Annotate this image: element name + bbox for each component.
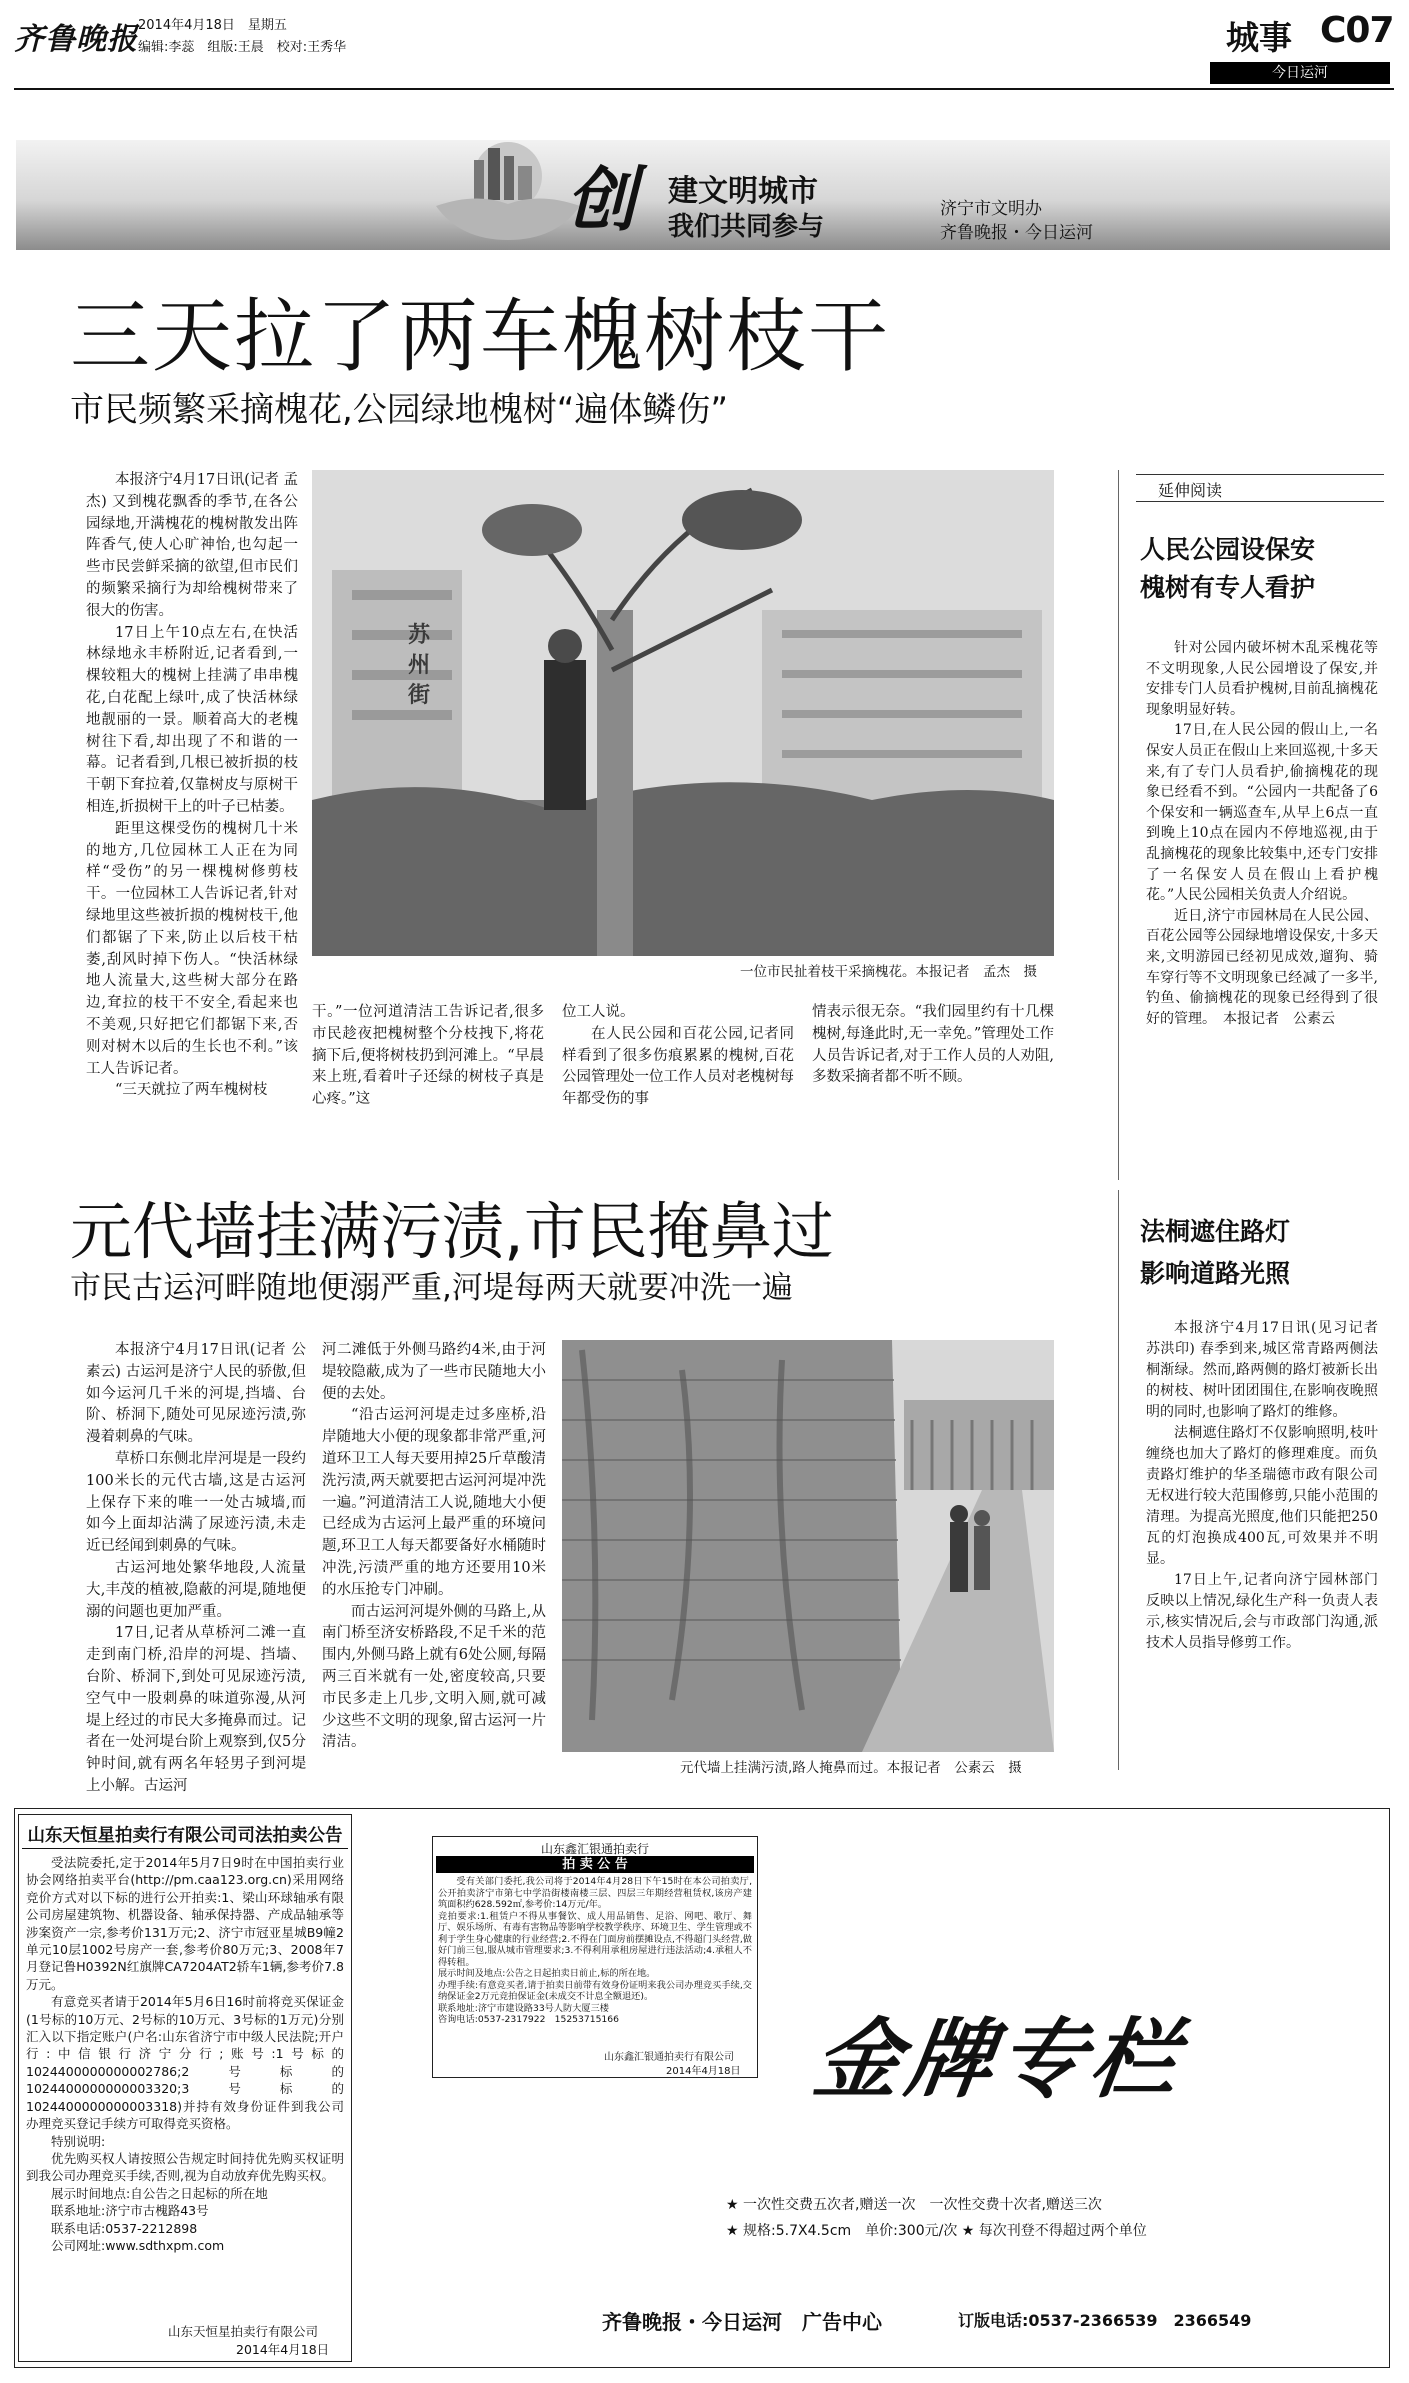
article2-paragraph: 17日,记者从草桥河二滩一直走到南门桥,沿岸的河堤、挡墙、台阶、桥洞下,到处可见尿迹污渍,空气中一股刺鼻的味道弥漫,从河堤上经过的市民大多掩鼻而过。记者在一处河堤台阶上观察到,仅5分钟时间,就有两名年轻男子到河堤上小解。古运河 bbox=[86, 1625, 306, 1794]
ad3-promo-2: ★ 规格:5.7X4.5cm 单价:300元/次 ★ 每次刊登不得超过两个单位 bbox=[726, 2223, 1147, 2239]
article1-column-4 bbox=[812, 1002, 1054, 1089]
ad3-promo-1: ★ 一次性交费五次者,赠送一次 一次性交费十次者,赠送三次 bbox=[726, 2197, 1102, 2213]
banner-org1: 济宁市文明办 bbox=[940, 199, 1042, 219]
edition-label: 今日运河 bbox=[1272, 65, 1328, 81]
ad2-signoff-2: 2014年4月18日 bbox=[666, 2066, 741, 2077]
sidebar1-body bbox=[1146, 638, 1378, 1029]
section-label: 城事 bbox=[1226, 18, 1292, 57]
article2-paragraph: “沿古运河河堤走过多座桥,沿岸随地大小便的现象都非常严重,河道环卫工人每天要用掉25斤草酸清洗污渍,两天就要把古运河河堤冲洗一遍。”河道清洁工人说,随地大小便已经成为古运河上最严重的环境问题,环卫工人每天都要备好水桶随时冲洗,污渍严重的地方还要用10米的水压抢专门冲刷。 bbox=[322, 1407, 546, 1598]
article1-paragraph: 本报济宁4月17日讯(记者 孟杰) 又到槐花飘香的季节,在各公园绿地,开满槐花的槐树散发出阵阵香气,使人心旷神怡,也勾起一些市民尝鲜采摘的欲望,但市民们的频繁采摘行为却给槐树带来了很大的伤害。 bbox=[86, 472, 298, 619]
article1-column-3 bbox=[562, 1002, 794, 1111]
ad1-paragraph: 展示时间地点:自公告之日起标的所在地 bbox=[51, 2185, 268, 2201]
staff-line: 编辑:李蕊 组版:王晨 校对:王秀华 bbox=[138, 40, 347, 55]
ad1-paragraph: 优先购买权人请按照公告规定时间持优先购买权证明到我公司办理竞买手续,否则,视为自动放弃优先购买权。 bbox=[26, 2150, 344, 2184]
ad1-paragraph: 有意竞买者请于2014年5月6日16时前将竞买保证金(1号标的10万元、2号标的10万元、3号标的1万元)分别汇入以下指定账户(户名:山东省济宁市中级人民法院;开户行:中信银行济宁分行;账号:1号标的1024400000000002786;2号标的1024400000000003320;3号标的1024400000000003318)并持有效身份证件到我公司办理竞买登记手续方可取得竞买资格。 bbox=[26, 1994, 344, 2132]
article1-paragraph: 情表示很无奈。“我们园里约有十几棵槐树,每逢此时,无一幸免。”管理处工作人员告诉记者,对于工作人员的人劝阻,多数采摘者都不听不顾。 bbox=[812, 1004, 1054, 1086]
sidebar2-headline-1: 法桐遮住路灯 bbox=[1140, 1217, 1291, 1246]
article1-column-1 bbox=[86, 470, 298, 1102]
article2-photo-caption: 元代墙上挂满污渍,路人掩鼻而过。本报记者 公素云 摄 bbox=[680, 1760, 1022, 1776]
ad1-body bbox=[26, 1854, 344, 2254]
article2-paragraph: 草桥口东侧北岸河堤是一段约100米长的元代古墙,这是古运河上保存下来的唯一一处古城墙,而如今上面却沾满了尿迹污渍,未走近已经闻到刺鼻的气味。 bbox=[86, 1450, 306, 1555]
ad1-paragraph: 公司网址:www.sdthxpm.com bbox=[51, 2237, 225, 2253]
article1-headline: 三天拉了两车槐树枝干 bbox=[70, 290, 890, 383]
ad1-paragraph: 联系电话:0537-2212898 bbox=[51, 2220, 198, 2236]
ad1-title: 山东天恒星拍卖行有限公司司法拍卖公告 bbox=[27, 1826, 343, 1846]
civility-banner bbox=[16, 140, 1390, 250]
article1-paragraph: “三天就拉了两车槐树枝 bbox=[115, 1082, 268, 1099]
article2-subhead: 市民古运河畔随地便溺严重,河堤每两天就要冲洗一遍 bbox=[70, 1270, 793, 1306]
ad1-paragraph: 特别说明: bbox=[51, 2133, 106, 2149]
article1-paragraph: 在人民公园和百花公园,记者同样看到了很多伤痕累累的槐树,百花公园管理处一位工作人员对老槐树每年都受伤的事 bbox=[562, 1025, 794, 1108]
sidebar2-paragraph: 本报济宁4月17日讯(见习记者 苏洪印) 春季到来,城区常青路两侧法桐渐绿。然而,路两侧的路灯被新长出的树枝、树叶团团围住,在影响夜晚照明的同时,也影响了路灯的维修。 bbox=[1146, 1320, 1392, 1420]
page-number: C07 bbox=[1320, 10, 1394, 51]
article1-paragraph: 位工人说。 bbox=[562, 1004, 635, 1020]
sidebar1-divider bbox=[1118, 470, 1119, 1180]
ad2-signoff-1: 山东鑫汇银通拍卖行有限公司 bbox=[604, 2052, 734, 2063]
article2-headline: 元代墙挂满污渍,市民掩鼻过 bbox=[70, 1195, 834, 1268]
ad2-title: 拍 卖 公 告 bbox=[562, 1857, 628, 1872]
article1-paragraph: 干。”一位河道清洁工告诉记者,很多市民趁夜把槐树整个分枝拽下,将花摘下后,便将树枝扔到河滩上。“早晨来上班,看着叶子还绿的树枝子真是心疼。”这 bbox=[312, 1004, 544, 1108]
ad2-paragraph: 受有关部门委托,我公司将于2014年4月28日下午15时在本公司拍卖厅,公开拍卖济宁市第七中学沿街楼南楼三层、四层三年期经营租赁权,该房产建筑面积约628.592㎡,参考价:14万元/年。 bbox=[438, 1876, 752, 1910]
ad2-org: 山东鑫汇银通拍卖行 bbox=[540, 1842, 649, 1856]
article1-column-2 bbox=[312, 1002, 544, 1111]
article2-paragraph: 本报济宁4月17日讯(记者 公素云) 古运河是济宁人民的骄傲,但如今运河几千米的河堤,挡墙、台阶、桥洞下,随处可见尿迹污渍,弥漫着刺鼻的气味。 bbox=[86, 1342, 306, 1446]
sidebar1-headline-1: 人民公园设保安 bbox=[1140, 535, 1316, 564]
ad2-paragraph: 咨询电话:0537-2317922 15253715166 bbox=[438, 2014, 619, 2025]
ad3-footer-left: 齐鲁晚报・今日运河 广告中心 bbox=[602, 2310, 882, 2334]
ad2-paragraph: 竞拍要求:1.租赁户不得从事餐饮、成人用品销售、足浴、网吧、歌厅、舞厅、娱乐场所、有毒有害物品等影响学校教学秩序、环境卫生、学生管理或不利于学生身心健康的行业经营;2.不得在门面房前摆摊设点,不得超门头经营,做好门前三包,服从城市管理要求;3.不得利用承租房屋进行违法活动;4.承租人不得转租。 bbox=[438, 1910, 752, 1968]
masthead bbox=[0, 0, 1409, 92]
article2-column-2 bbox=[322, 1340, 546, 1754]
article1-photo bbox=[312, 470, 1054, 956]
ad1-signoff-2: 2014年4月18日 bbox=[236, 2342, 330, 2357]
ad1-signoff-1: 山东天恒星拍卖行有限公司 bbox=[168, 2324, 319, 2339]
photo-building-sign: 苏州街 bbox=[408, 622, 431, 708]
date-line: 2014年4月18日 星期五 bbox=[138, 18, 287, 33]
article2-photo bbox=[562, 1340, 1054, 1752]
banner-line2: 我们共同参与 bbox=[668, 212, 825, 242]
banner-char: 创 bbox=[566, 158, 636, 241]
photo-scene-yuan-wall bbox=[562, 1340, 1054, 1752]
article2-paragraph: 古运河地处繁华地段,人流量大,丰茂的植被,隐蔽的河堤,随地便溺的问题也更加严重。 bbox=[86, 1559, 306, 1620]
ad2-paragraph: 展示时间及地点:公告之日起拍卖日前止,标的所在地。 bbox=[438, 1968, 656, 1979]
ad1-paragraph: 联系地址:济宁市古槐路43号 bbox=[51, 2203, 209, 2219]
ad3-footer-right: 订版电话:0537-2366539 2366549 bbox=[958, 2311, 1252, 2330]
paper-logo: 齐鲁晚报 bbox=[14, 22, 138, 57]
banner-org2: 齐鲁晚报・今日运河 bbox=[940, 223, 1093, 243]
article1-paragraph: 距里这棵受伤的槐树几十米的地方,几位园林工人正在为同样“受伤”的另一棵槐树修剪枝干。一位园林工人告诉记者,针对绿地里这些被折损的槐树枝干,他们都锯了下来,防止以后枝干枯萎,刮风时掉下伤人。“快活林绿地人流量大,这些树大部分在路边,耷拉的枝干不安全,看起来也不美观,只好把它们都锯下来,否则对树木以后的生长也不利。”该工人告诉记者。 bbox=[86, 820, 298, 1077]
sidebar1-paragraph: 17日,在人民公园的假山上,一名保安人员正在假山上来回巡视,十多天来,有了专门人员看护,偷摘槐花的现象已经看不到。“公园内一共配备了6个保安和一辆巡查车,从早上6点一直到晚上10点在园内不停地巡视,由于乱摘槐花的现象比较集中,还专门安排了一名保安人员在假山上看护槐花。”人民公园相关负责人介绍说。 bbox=[1146, 722, 1378, 904]
banner-line1: 建文明城市 bbox=[668, 174, 818, 209]
sidebar2-divider bbox=[1118, 1190, 1119, 1770]
article2-paragraph: 而古运河河堤外侧的马路上,从南门桥至济安桥路段,不足千米的范围内,外侧马路上就有6处公厕,每隔两三百米就有一处,密度较高,只要市民多走上几步,文明入厕,就可减少这些不文明的现象,留古运河一片清洁。 bbox=[322, 1603, 546, 1751]
photo-scene-locust-tree bbox=[312, 470, 1054, 956]
ad1-title-rule bbox=[22, 1848, 348, 1849]
article2-paragraph: 河二滩低于外侧马路约4米,由于河堤较隐蔽,成为了一些市民随地大小便的去处。 bbox=[322, 1342, 546, 1402]
sidebar1-paragraph: 针对公园内破坏树木乱采槐花等不文明现象,人民公园增设了保安,并安排专门人员看护槐树,目前乱摘槐花现象明显好转。 bbox=[1146, 640, 1378, 718]
article2-column-1 bbox=[86, 1340, 306, 1798]
sidebar1-headline-2: 槐树有专人看护 bbox=[1140, 573, 1316, 602]
ad2-body bbox=[438, 1876, 752, 2026]
ad3-brand: 金牌专栏 bbox=[807, 2009, 1191, 2110]
sidebar2-body bbox=[1146, 1318, 1392, 1654]
ad1-paragraph: 受法院委托,定于2014年5月7日9时在中国拍卖行业协会网络拍卖平台(http://pm.caa123.org.cn)采用网络竞价方式对以下标的进行公开拍卖:1、梁山环球轴承有限公司房屋建筑物、机器设备、轴承保持器、产成品轴承等涉案资产一宗,参考价131万元;2、济宁市冠亚星城B9幢2单元10层1002号房产一套,参考价80万元;3、2008年7月登记鲁H0392N红旗牌CA7204AT2轿车1辆,参考价7.8万元。 bbox=[26, 1855, 344, 1992]
masthead-rule bbox=[14, 88, 1394, 90]
sidebar1-paragraph: 近日,济宁市园林局在人民公园、百花公园等公园绿地增设保安,十多天来,文明游园已经初见成效,遛狗、骑车穿行等不文明现象已经减了一多半,钓鱼、偷摘槐花的现象已经得到了很好的管理。 本报记者 公素云 bbox=[1146, 907, 1378, 1027]
sidebar2-paragraph: 法桐遮住路灯不仅影响照明,枝叶缠绕也加大了路灯的修理难度。而负责路灯维护的华圣瑞德市政有限公司无权进行较大范围修剪,只能小范围的清理。为提高光照度,他们只能把250瓦的灯泡换成400瓦,可效果并不明显。 bbox=[1146, 1425, 1378, 1567]
sidebar1-label: 延伸阅读 bbox=[1158, 481, 1223, 500]
sidebar2-headline-2: 影响道路光照 bbox=[1140, 1259, 1291, 1288]
article1-subhead: 市民频繁采摘槐花,公园绿地槐树“遍体鳞伤” bbox=[70, 390, 729, 430]
ad2-paragraph: 联系地址:济宁市建设路33号人防大厦三楼 bbox=[438, 2002, 609, 2014]
ad2-paragraph: 办理手续:有意竞买者,请于拍卖日前带有效身份证明来我公司办理竞买手续,交纳保证金2万元竞拍保证金(未成交不计息全额退还)。 bbox=[438, 1979, 752, 2002]
article1-photo-caption: 一位市民扯着枝干采摘槐花。本报记者 孟杰 摄 bbox=[740, 964, 1037, 980]
sidebar2-paragraph: 17日上午,记者向济宁园林部门反映以上情况,绿化生产科一负责人表示,核实情况后,会与市政部门沟通,派技术人员指导修剪工作。 bbox=[1146, 1572, 1378, 1651]
article1-paragraph: 17日上午10点左右,在快活林绿地永丰桥附近,记者看到,一棵较粗大的槐树上挂满了串串槐花,白花配上绿叶,成了快活林绿地靓丽的一景。顺着高大的老槐树往下看,却出现了不和谐的一幕。记者看到,几根已被折损的枝干朝下耷拉着,仅靠树皮与原树干相连,折损树干上的叶子已枯萎。 bbox=[86, 624, 298, 815]
